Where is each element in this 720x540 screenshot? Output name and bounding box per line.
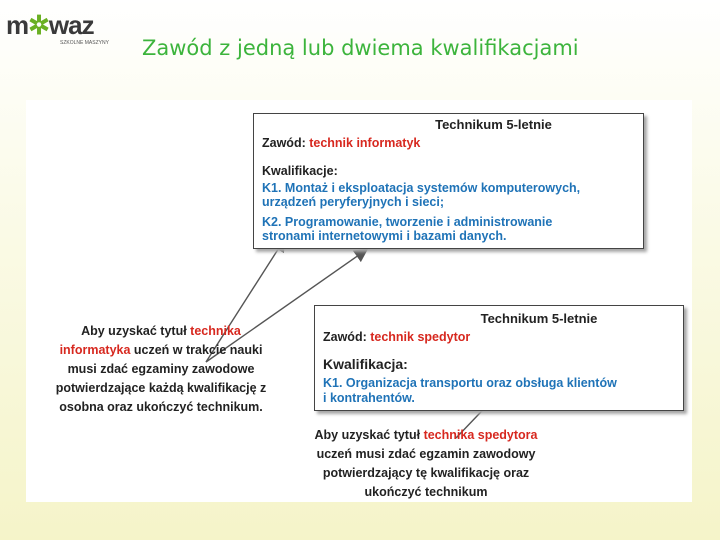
box2-qualifications-label: Kwalifikacja: — [323, 356, 408, 372]
box1-qualifications-label: Kwalifikacje: — [262, 164, 338, 178]
logo-wordmark: m✲waz — [6, 10, 94, 40]
note1-line4: potwierdzające każdą kwalifikację z — [55, 381, 267, 395]
box1-profession: Zawód: technik informatyk — [262, 136, 421, 150]
box1-k2-line1: K2. Programowanie, tworzenie i administrowanie — [262, 215, 553, 229]
box1-heading: Technikum 5-letnie — [435, 117, 552, 132]
note1-line1: Aby uzyskać tytuł technika — [81, 324, 241, 338]
box2-heading: Technikum 5-letnie — [480, 311, 598, 326]
box2-profession: Zawód: technik spedytor — [323, 330, 471, 344]
informatyk-note — [38, 322, 284, 417]
note2-line1: Aby uzyskać tytuł technika spedytora — [314, 428, 538, 442]
note1-line5: osobna oraz ukończyć technikum. — [59, 400, 263, 414]
box1-k1-line1: K1. Montaż i eksploatacja systemów komputerowych, — [262, 181, 581, 195]
note2-line3: potwierdzający tę kwalifikację oraz — [322, 466, 530, 480]
box1-k2-line2: stronami internetowymi i bazami danych. — [262, 229, 507, 243]
informatyk-box — [253, 113, 644, 249]
box1-k1-line2: urządzeń peryferyjnych i sieci; — [262, 195, 445, 209]
logo-tagline: SZKOLNE MASZYNY — [60, 40, 109, 46]
diagram-panel — [26, 100, 692, 502]
spedytor-box — [314, 305, 684, 411]
spedytor-note — [296, 426, 556, 502]
note2-line2: uczeń musi zdać egzamin zawodowy — [316, 447, 536, 461]
mowaz-logo — [2, 4, 112, 48]
logo-network-icon: ✲ — [28, 10, 49, 40]
box2-k1-line1: K1. Organizacja transportu oraz obsługa klientów — [323, 376, 617, 390]
note2-line4: ukończyć technikum — [364, 485, 488, 499]
slide-title: Zawód z jedną lub dwiema kwalifikacjami — [142, 36, 579, 60]
note1-line2: informatyka uczeń w trakcie nauki — [59, 343, 263, 357]
note1-line3: musi zdać egzaminy zawodowe — [67, 362, 255, 376]
box2-k1-line2: i kontrahentów. — [323, 391, 415, 405]
